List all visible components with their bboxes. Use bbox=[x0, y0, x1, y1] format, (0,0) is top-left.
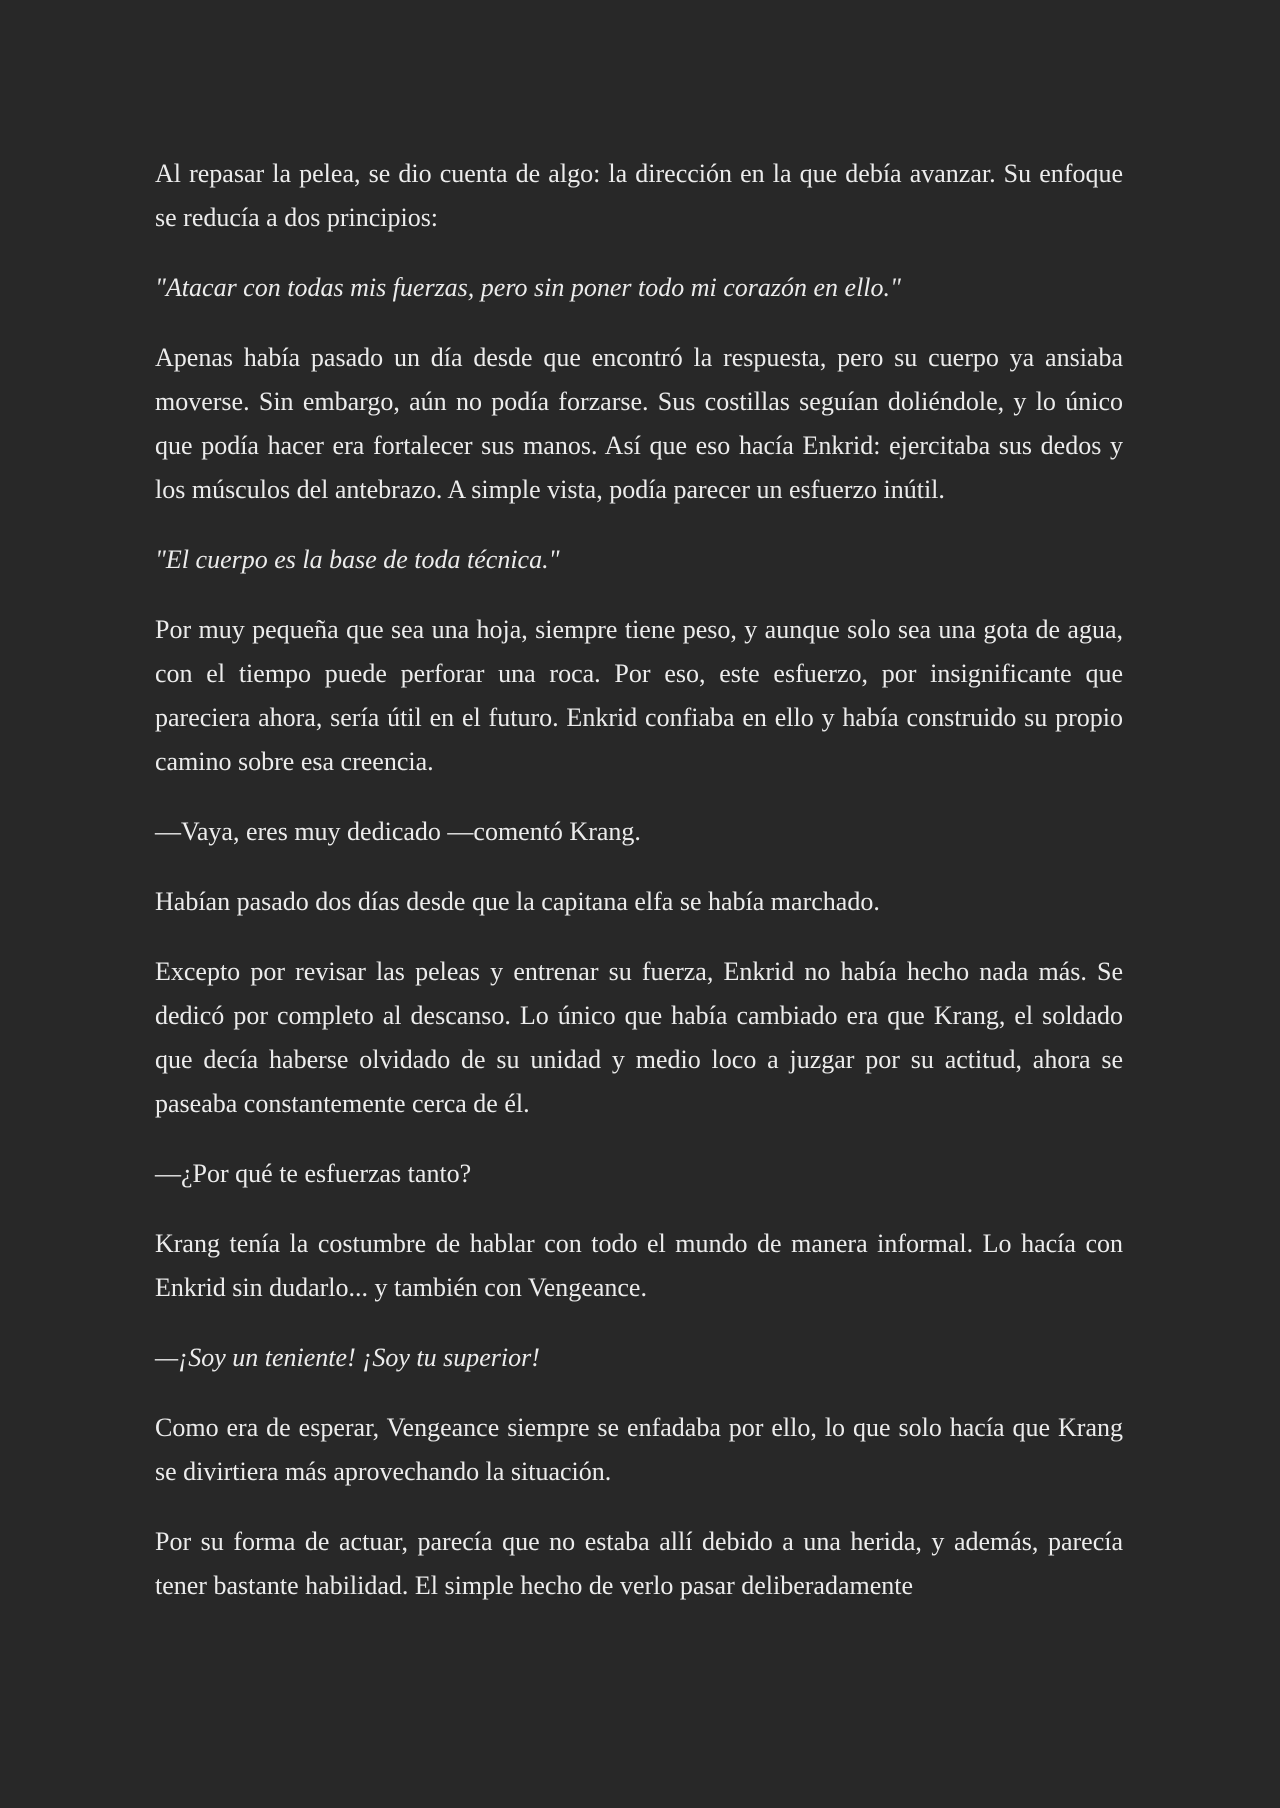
italic-thought: "Atacar con todas mis fuerzas, pero sin poner todo mi corazón en ello." bbox=[155, 273, 901, 302]
dialogue-line: —Vaya, eres muy dedicado —comentó Krang. bbox=[155, 817, 641, 846]
paragraph: Al repasar la pelea, se dio cuenta de algo: la dirección en la que debía avanzar. Su enfoque se reducía a dos principios: bbox=[155, 159, 1123, 232]
paragraph: Apenas había pasado un día desde que encontró la respuesta, pero su cuerpo ya ansiaba moverse. Sin embargo, aún no podía forzarse. Sus costillas seguían doliéndole, y lo único que podía hacer era fortalecer sus manos. Así que eso hacía Enkrid: ejercitaba sus dedos y los músculos del antebrazo. A simple vista, podía parecer un esfuerzo inútil. bbox=[155, 343, 1123, 504]
paragraph: Krang tenía la costumbre de hablar con todo el mundo de manera informal. Lo hacía con Enkrid sin dudarlo... y también con Vengeance. bbox=[155, 1229, 1123, 1302]
paragraph: Por muy pequeña que sea una hoja, siempre tiene peso, y aunque solo sea una gota de agua, con el tiempo puede perforar una roca. Por eso, este esfuerzo, por insignificante que pareciera ahora, sería útil en el futuro. Enkrid confiaba en ello y había construido su propio camino sobre esa creencia. bbox=[155, 615, 1123, 776]
italic-dialogue-line: —¡Soy un teniente! ¡Soy tu superior! bbox=[155, 1343, 540, 1372]
dialogue-line: —¿Por qué te esfuerzas tanto? bbox=[155, 1159, 472, 1188]
paragraph: Como era de esperar, Vengeance siempre se enfadaba por ello, lo que solo hacía que Krang se divirtiera más aprovechando la situación. bbox=[155, 1413, 1123, 1486]
paragraph: Por su forma de actuar, parecía que no estaba allí debido a una herida, y además, parecía tener bastante habilidad. El simple hecho de verlo pasar deliberadamente bbox=[155, 1527, 1123, 1600]
italic-thought: "El cuerpo es la base de toda técnica." bbox=[155, 545, 560, 574]
paragraph: Habían pasado dos días desde que la capitana elfa se había marchado. bbox=[155, 887, 880, 916]
reading-page bbox=[155, 152, 1123, 1634]
paragraph: Excepto por revisar las peleas y entrenar su fuerza, Enkrid no había hecho nada más. Se dedicó por completo al descanso. Lo único que había cambiado era que Krang, el soldado que decía haberse olvidado de su unidad y medio loco a juzgar por su actitud, ahora se paseaba constantemente cerca de él. bbox=[155, 957, 1123, 1118]
